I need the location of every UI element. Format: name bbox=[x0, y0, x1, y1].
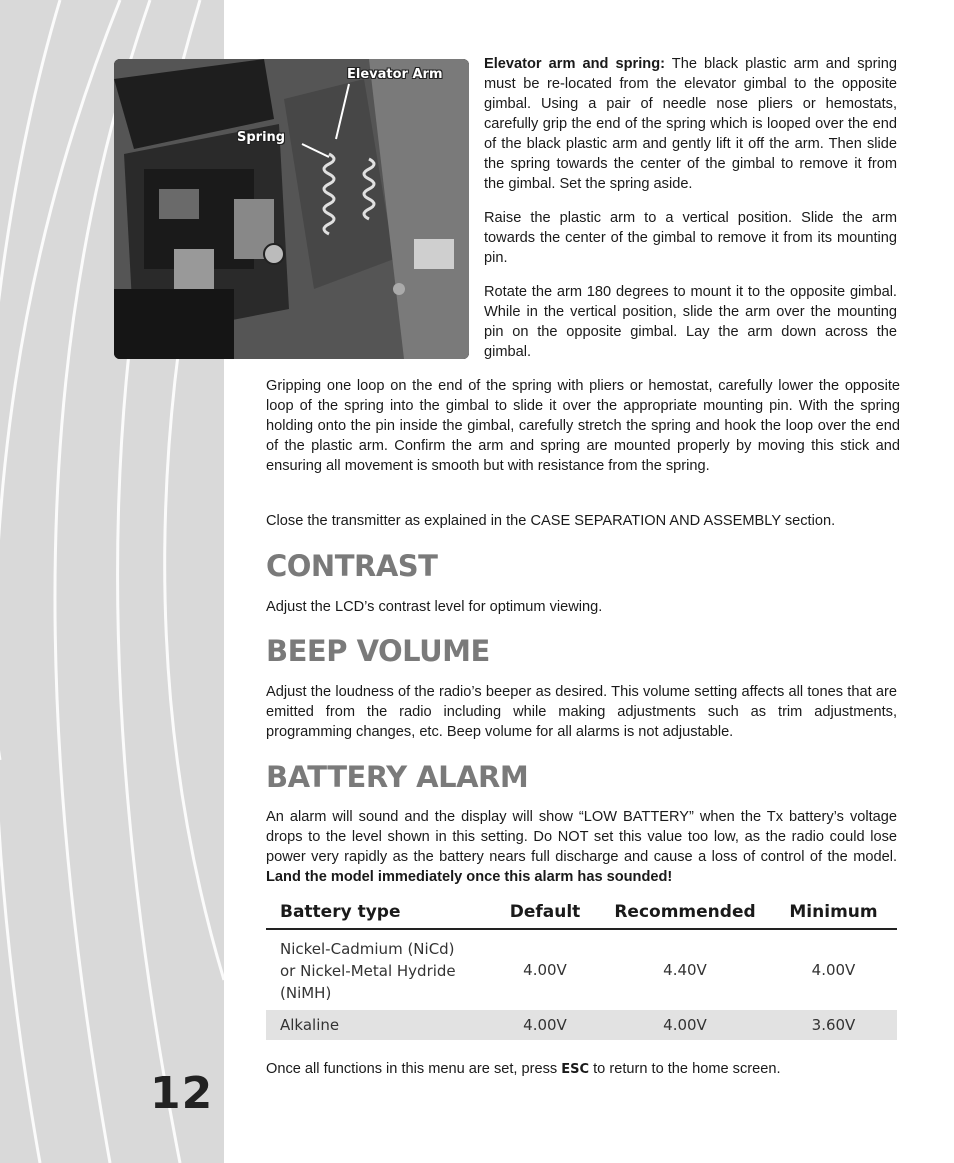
header-battery-type: Battery type bbox=[266, 896, 490, 929]
esc-key-label: ESC bbox=[561, 1062, 590, 1077]
cell-recommended: 4.40V bbox=[663, 961, 707, 979]
battery-alarm-heading: BATTERY ALARM bbox=[266, 760, 529, 794]
battery-alarm-text bbox=[266, 807, 897, 887]
cell-recommended: 4.00V bbox=[600, 1010, 770, 1040]
table-row bbox=[266, 929, 897, 1010]
intro-lead: Elevator arm and spring: bbox=[484, 56, 665, 72]
footer-instruction bbox=[266, 1059, 897, 1080]
cell-minimum: 4.00V bbox=[811, 961, 856, 979]
cell-default: 4.00V bbox=[490, 1010, 600, 1040]
gimbal-illustration bbox=[114, 59, 469, 359]
cell-battery-type: Nickel-Cadmium (NiCd) or Nickel-Metal Hydride (NiMH) bbox=[280, 940, 456, 1002]
contrast-text: Adjust the LCD’s contrast level for optimum viewing. bbox=[266, 599, 603, 615]
intro-paragraph-3: Rotate the arm 180 degrees to mount it to the opposite gimbal. While in the vertical position, slide the arm over the mounting pin on the opposite gimbal. Lay the arm down across the gimbal. bbox=[484, 284, 897, 360]
intro-paragraph-1 bbox=[484, 54, 897, 194]
table-header-row bbox=[266, 896, 897, 929]
gimbal-photo bbox=[114, 59, 469, 359]
battery-alarm-body: An alarm will sound and the display will show “LOW BATTERY” when the Tx battery’s voltage drops to the level shown in this setting. Do NOT set this value too low, as the radio could lose power very rapidly as the battery nears full discharge and cause a loss of control of the model. bbox=[266, 809, 897, 865]
body-paragraph-5: Close the transmitter as explained in the CASE SEPARATION AND ASSEMBLY section. bbox=[266, 513, 836, 529]
battery-alarm-table bbox=[266, 896, 897, 1040]
header-recommended: Recommended bbox=[600, 896, 770, 929]
footer-pre: Once all functions in this menu are set, press bbox=[266, 1061, 562, 1077]
beep-volume-heading: BEEP VOLUME bbox=[266, 634, 490, 668]
header-default: Default bbox=[490, 896, 600, 929]
header-minimum: Minimum bbox=[770, 896, 897, 929]
page-number: 12 bbox=[150, 1068, 214, 1119]
spring-label: Spring bbox=[237, 130, 286, 145]
elevator-arm-label: Elevator Arm bbox=[347, 67, 443, 82]
cell-minimum: 3.60V bbox=[770, 1010, 897, 1040]
body-paragraph-4: Gripping one loop on the end of the spring with pliers or hemostat, carefully lower the opposite loop of the spring into the gimbal to slide it over the appropriate mounting pin. With the spring holding onto the pin inside the gimbal, carefully stretch the spring and hook the loop over the end of the plastic arm. Confirm the arm and spring are mounted properly by moving this stick and ensuring all movement is smooth but with resistance from the spring. bbox=[266, 378, 900, 474]
cell-default: 4.00V bbox=[523, 961, 567, 979]
battery-alarm-warning: Land the model immediately once this alarm has sounded! bbox=[266, 869, 673, 885]
footer-post: to return to the home screen. bbox=[589, 1061, 781, 1077]
intro-paragraph-2: Raise the plastic arm to a vertical position. Slide the arm towards the center of the gimbal to remove it from its mounting pin. bbox=[484, 210, 897, 266]
contrast-heading: CONTRAST bbox=[266, 549, 438, 583]
cell-battery-type: Alkaline bbox=[266, 1010, 490, 1040]
beep-volume-text: Adjust the loudness of the radio’s beeper as desired. This volume setting affects all tones that are emitted from the radio including while making adjustments such as trim adjustments, programming changes, etc. Beep volume for all alarms is not adjustable. bbox=[266, 684, 897, 740]
table-row bbox=[266, 1010, 897, 1040]
intro-text: The black plastic arm and spring must be re-located from the elevator gimbal to the opposite gimbal. Using a pair of needle nose pliers or hemostats, carefully grip the end of the spring which is looped over the end of the black plastic arm and gently lift it off the arm. Then slide the spring towards the center of the gimbal to remove it from the gimbal. Set the spring aside. bbox=[484, 56, 897, 192]
